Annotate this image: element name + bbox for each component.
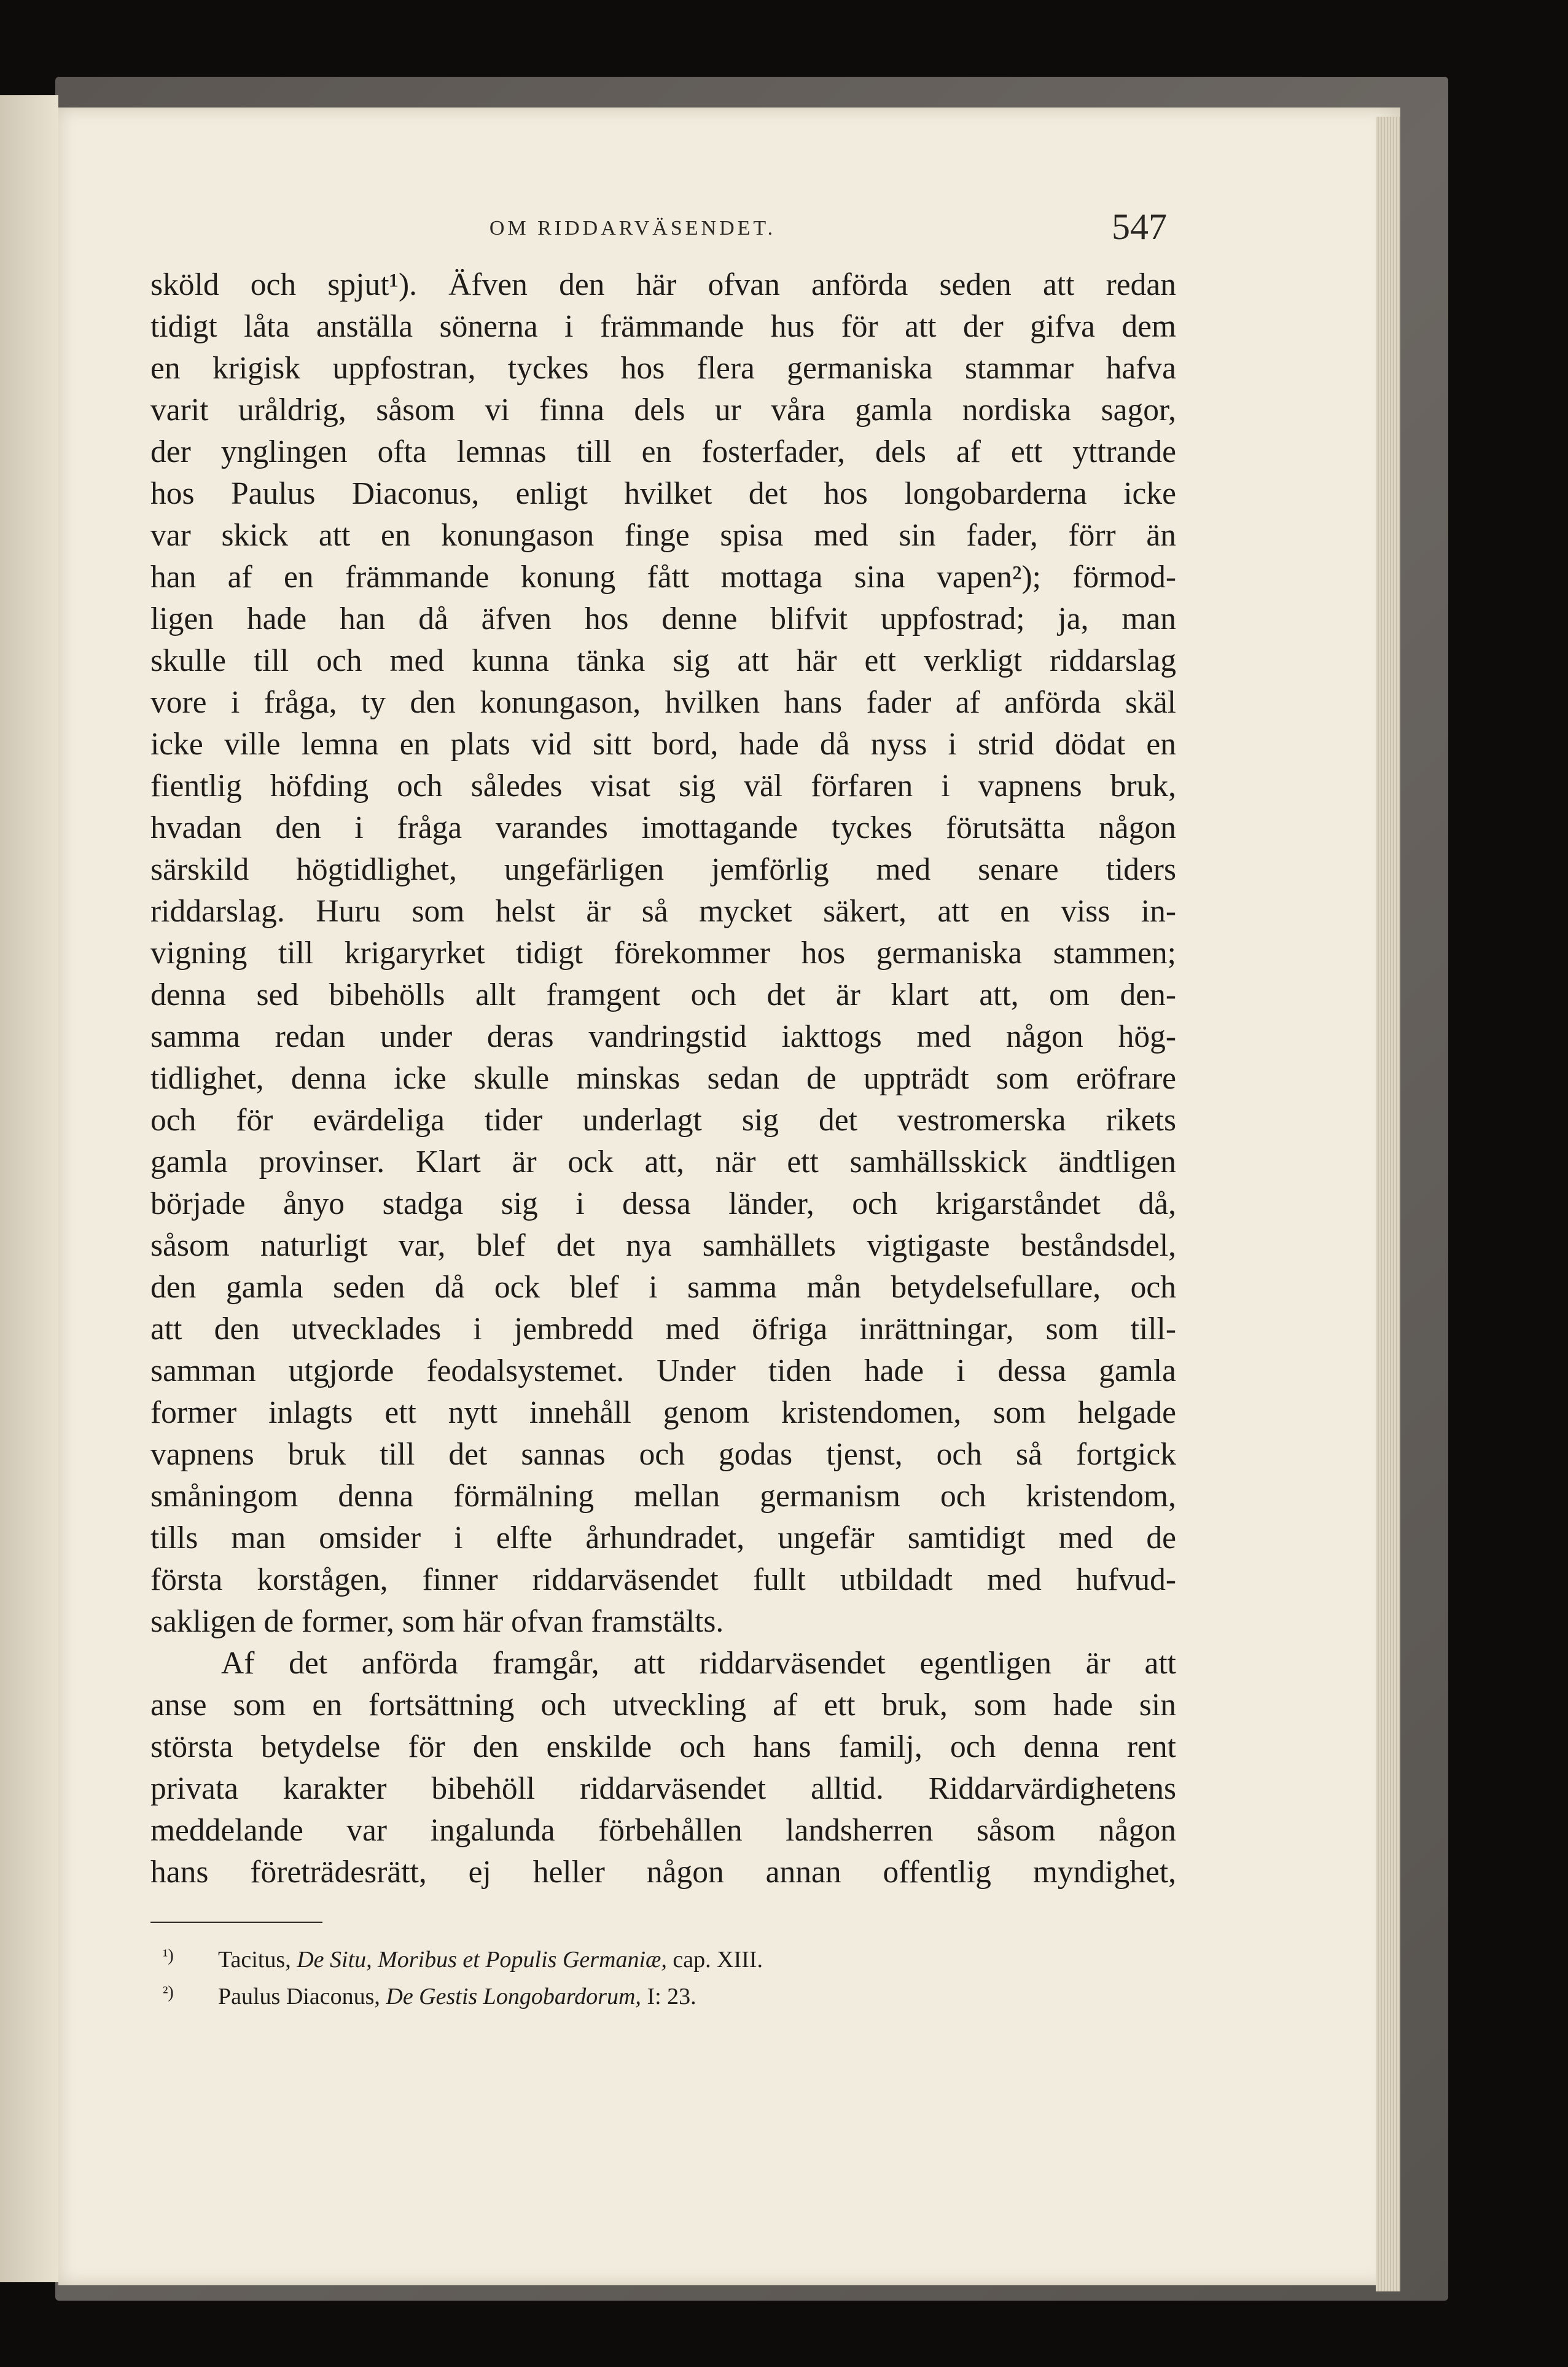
text-line: en krigisk uppfostran, tyckes hos flera germaniska stammar hafva: [150, 351, 1176, 386]
text-line: första korstågen, finner riddarväsendet fullt utbildadt med hufvud-: [150, 1562, 1176, 1597]
text-line: privata karakter bibehöll riddarväsendet alltid. Riddarvärdighetens: [150, 1771, 1176, 1806]
text-line: vigning till krigaryrket tidigt förekommer hos germaniska stammen;: [150, 936, 1176, 971]
text-line: sakligen de former, som här ofvan framstälts.: [150, 1604, 724, 1639]
text-line: varit uråldrig, såsom vi finna dels ur våra gamla nordiska sagor,: [150, 393, 1176, 428]
facing-page-edge: [0, 95, 58, 2282]
text-line: småningom denna förmälning mellan germanism och kristendom,: [150, 1479, 1176, 1514]
footnote-1-title: De Situ, Moribus et Populis Germaniæ,: [297, 1947, 667, 1973]
text-line: anse som en fortsättning och utveckling af ett bruk, som hade sin: [150, 1688, 1176, 1723]
text-line: riddarslag. Huru som helst är så mycket säkert, att en viss in-: [150, 894, 1176, 929]
footnote-1-author: Tacitus,: [218, 1947, 291, 1973]
text-line: vapnens bruk till det sannas och godas tjenst, och så fortgick: [150, 1437, 1176, 1472]
text-line: tidlighet, denna icke skulle minskas sedan de uppträdt som eröfrare: [150, 1061, 1176, 1096]
page-header: [98, 206, 1167, 261]
text-line: icke ville lemna en plats vid sitt bord, hade då nyss i strid dödat en: [150, 727, 1176, 762]
page-stack-edge: [1376, 117, 1400, 2291]
text-line: tills man omsider i elfte århundradet, ungefär samtidigt med de: [150, 1520, 1176, 1555]
footnote-2-title: De Gestis Longobardorum,: [386, 1984, 641, 2009]
footnote-rule: [150, 1922, 322, 1923]
text-line: Af det anförda framgår, att riddarväsendet egentligen är att: [221, 1646, 1176, 1681]
text-line: och för evärdeliga tider underlagt sig det vestromerska rikets: [150, 1103, 1176, 1138]
text-line: denna sed bibehölls allt framgent och det är klart att, om den-: [150, 977, 1176, 1012]
running-head: OM RIDDARVÄSENDET.: [489, 217, 776, 240]
footnotes: [150, 1941, 1176, 2015]
text-line: såsom naturligt var, blef det nya samhällets vigtigaste beståndsdel,: [150, 1228, 1176, 1263]
text-line: hvadan den i fråga varandes imottagande tyckes förutsätta någon: [150, 810, 1176, 845]
text-line: att den utvecklades i jembredd med öfriga inrättningar, som till-: [150, 1312, 1176, 1347]
page-number: 547: [1112, 206, 1167, 247]
footnote-1-mark: ¹): [163, 1946, 174, 1965]
text-line: vore i fråga, ty den konungason, hvilken hans fader af anförda skäl: [150, 685, 1176, 720]
text-line: tidigt låta anställa sönerna i främmande hus för att der gifva dem: [150, 309, 1176, 344]
footnote-2-author: Paulus Diaconus,: [218, 1984, 380, 2009]
text-line: samma redan under deras vandringstid iakttogs med någon hög-: [150, 1019, 1176, 1054]
text-line: gamla provinser. Klart är ock att, när ett samhällsskick ändtligen: [150, 1144, 1176, 1180]
footnote-2-ref: I: 23.: [647, 1984, 696, 2009]
text-line: han af en främmande konung fått mottaga sina vapen²); förmod-: [150, 560, 1176, 595]
footnote-1: [150, 1941, 1176, 1978]
text-line: började ånyo stadga sig i dessa länder, och krigarståndet då,: [150, 1186, 1176, 1221]
text-line: fientlig höfding och således visat sig väl förfaren i vapnens bruk,: [150, 769, 1176, 804]
text-line: särskild högtidlighet, ungefärligen jemförlig med senare tiders: [150, 852, 1176, 887]
text-line: meddelande var ingalunda förbehållen landsherren såsom någon: [150, 1813, 1176, 1848]
text-line: var skick att en konungason finge spisa med sin fader, förr än: [150, 518, 1176, 553]
text-line: der ynglingen ofta lemnas till en fosterfader, dels af ett yttrande: [150, 434, 1176, 469]
text-line: största betydelse för den enskilde och hans familj, och denna rent: [150, 1729, 1176, 1764]
footnote-1-ref: cap. XIII.: [673, 1947, 763, 1973]
text-line: skulle till och med kunna tänka sig att här ett verkligt riddarslag: [150, 643, 1176, 678]
text-line: sköld och spjut¹). Äfven den här ofvan anförda seden att redan: [150, 267, 1176, 302]
text-line: samman utgjorde feodalsystemet. Under tiden hade i dessa gamla: [150, 1353, 1176, 1388]
body-text: [150, 264, 1176, 1893]
text-line: hans företrädesrätt, ej heller någon annan offentlig myndighet,: [150, 1855, 1176, 1890]
footnote-2: [150, 1978, 1176, 2015]
text-line: ligen hade han då äfven hos denne blifvit uppfostrad; ja, man: [150, 601, 1176, 636]
footnote-2-mark: ²): [163, 1983, 174, 2002]
text-line: hos Paulus Diaconus, enligt hvilket det hos longobarderna icke: [150, 476, 1176, 511]
text-line: den gamla seden då ock blef i samma mån betydelsefullare, och: [150, 1270, 1176, 1305]
text-line: former inlagts ett nytt innehåll genom kristendomen, som helgade: [150, 1395, 1176, 1430]
